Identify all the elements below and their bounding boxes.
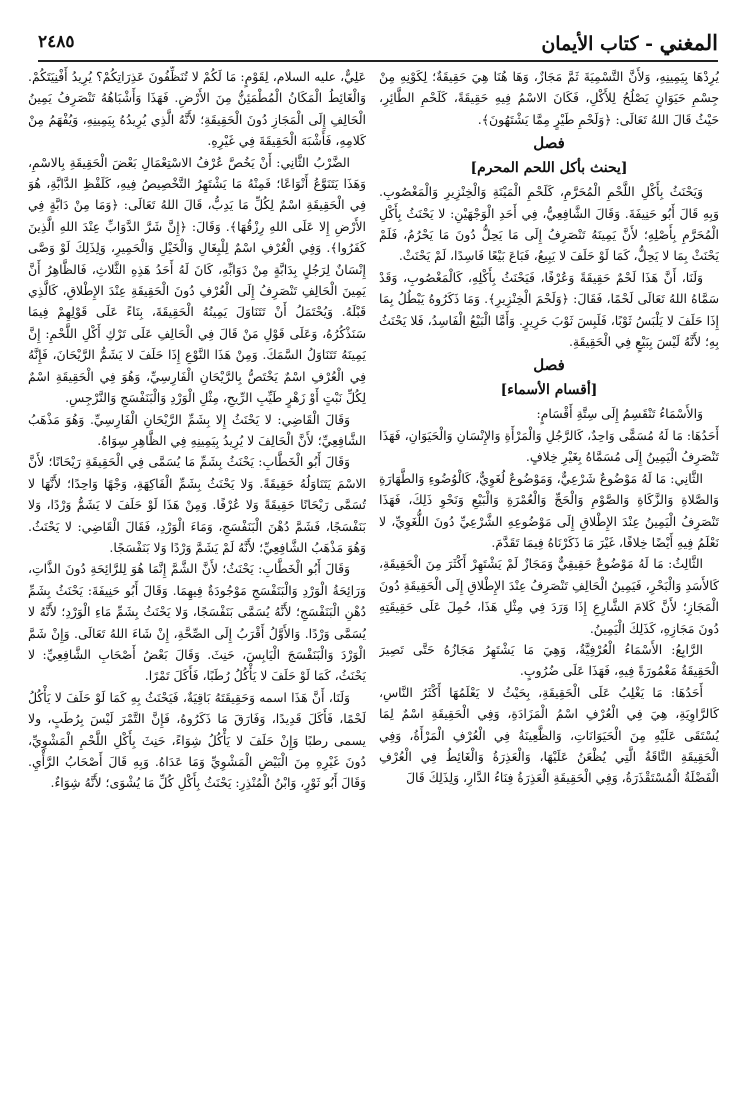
paragraph: وَلَنَا، أَنَّ هَذَا لَحْمٌ حَقِيقَةً وَعُرْفًا، فَيَحْنَثُ بِأَكْلِهِ، كَالْمَغْصُوبِ، وَقَدْ سَمَّاهُ اللهُ تَعَالَى لَحْمًا، فَقَالَ: ﴿وَلَحْمَ الْخِنْزِيرِ﴾. وَمَا ذَكَرُوهُ يَبْطُلُ بِمَا إِذَا حَلَفَ لا يَلْبَسُ ثَوْبًا، فَلَبِسَ ثَوْبَ حَرِيرٍ. وَأَمَّا الْبَيْعُ الْفَاسِدُ، فَلا يَحْنَثُ بِهِ؛ لأَنَّهُ لَيْسَ بِبَيْعٍ فِي الْحَقِيقَةِ.: [379, 269, 719, 350]
paragraph: الرَّابِعُ: الأَسْمَاءُ الْعُرْفِيَّةُ، وَهِيَ مَا يَشْتَهِرُ مَجَازُهُ حَتَّى تَصِيرَ الْحَقِيقَةُ مَغْمُورَةً فِيهِ، فَهَذَا عَلَى ضُرُوبٍ.: [379, 641, 719, 679]
paragraph: وَيَحْنَثُ بِأَكْلِ اللَّحْمِ الْمُحَرَّمِ، كَلَحْمِ الْمَيْتَةِ وَالْخِنْزِيرِ وَالْمَغْصُوبِ. وَبِهِ قَالَ أَبُو حَنِيفَةَ. وَقَالَ الشَّافِعِيُّ، فِي أَحَدِ الْوَجْهَيْنِ: لا يَحْنَثُ بِأَكْلِ الْمُحَرَّمِ بِأَصْلِهِ؛ لأَنَّ يَمِينَهُ تَنْصَرِفُ إِلَى مَا يَحِلُّ دُونَ مَا يَحْرُمُ، فَلَمْ يَحْنَثْ بِمَا لا يَحِلُّ، كَمَا لَوْ حَلَفَ لا يَبِيعُ، فَبَاعَ بَيْعًا فَاسِدًا، لَمْ يَحْنَثْ.: [379, 184, 719, 264]
paragraph: وَقَالَ أَبُو الْخَطَّابِ: يَحْنَثُ؛ لأَنَّ الشَّمَّ إِنَّمَا هُوَ لِلرَّائِحَةِ دُونَ الذَّاتِ، وَرَائِحَةُ الْوَرْدِ وَالْبَنَفْسَجِ مَوْجُودَةٌ فِيهِمَا. وَقَالَ أَبُو حَنِيفَةَ: يَحْنَثُ بِشَمِّ دُهْنِ الْبَنَفْسَجِ؛ لأَنَّهُ يُسَمَّى بَنَفْسَجًا، وَلا يَحْنَثُ بِشَمِّ مَاءِ الْوَرْدِ؛ لأَنَّهُ لا يُسَمَّى وَرْدًا. وَالأَوَّلُ أَقْرَبُ إِلَى الصِّحَّةِ، إِنْ شَاءَ اللهُ تَعَالَى. وَإِنْ شَمَّ الْوَرْدَ وَالْبَنَفْسَجَ الْيَابِسَ، حَنِثَ. وَقَالَ بَعْضُ أَصْحَابِ الشَّافِعِيِّ: لا يَحْنَثُ، كَمَا لَوْ حَلَفَ لا يَأْكُلُ رُطَبًا، فَأَكَلَ تَمْرًا.: [28, 561, 366, 684]
page-header: [38, 30, 718, 58]
section-heading: فصل: [533, 356, 565, 375]
paragraph: الضَّرْبُ الثَّانِي: أَنْ يَخُصَّ عُرْفُ الاسْتِعْمَالِ بَعْضَ الْحَقِيقَةِ بِالاسْمِ، وَهَذَا يَتَنَوَّعُ أَنْوَاعًا؛ فَمِنْهُ مَا يَشْتَهِرُ التَّخْصِيصُ فِيهِ، كَلَفْظِ الدَّابَّةِ، هُوَ فِي الْحَقِيقَةِ اسْمٌ لِكُلِّ مَا يَدِبُّ، قَالَ اللهُ تَعَالَى: ﴿وَمَا مِنْ دَابَّةٍ فِي الأَرْضِ إِلا عَلَى اللهِ رِزْقُهَا﴾. وَقَالَ: ﴿إِنَّ شَرَّ الدَّوَابِّ عِنْدَ اللهِ الَّذِينَ كَفَرُوا﴾. وَفِي الْعُرْفِ اسْمٌ لِلْبِغَالِ وَالْخَيْلِ وَالْحَمِيرِ، وَلِذَلِكَ لَوْ وَصَّى إِنْسَانٌ لِرَجُلٍ بِدَابَّةٍ مِنْ دَوَابِّهِ، كَانَ لَهُ أَحَدُ هَذِهِ الثَّلاثِ، فَالظَّاهِرُ أَنَّ يَمِينَ الْحَالِفِ تَنْصَرِفُ إِلَى الْعُرْفِ دُونَ الْحَقِيقَةِ عِنْدَ الإِطْلاقِ، كَالَّذِي قَبْلَهُ. وَيُحْتَمَلُ أَنْ تَتَنَاوَلَ يَمِينُهُ الْحَقِيقَةَ، بِنَاءً عَلَى قَوْلِهِمْ فِيمَا سَنَذْكُرُهُ، وَعَلَى قَوْلِ مَنْ قَالَ فِي الْحَالِفِ عَلَى تَرْكِ أَكْلِ اللَّحْمِ: إِنَّ يَمِينَهُ تَتَنَاوَلُ السَّمَكَ. وَمِنْ هَذَا النَّوْعِ إِذَا حَلَفَ لا يَشَمُّ الرَّيْحَانَ، فَإِنَّهُ فِي الْعُرْفِ اسْمٌ يَخْتَصُّ بِالرَّيْحَانِ الْفَارِسِيِّ، وَهُوَ فِي الْحَقِيقَةِ اسْمٌ لِكُلِّ نَبْتٍ أَوْ زَهْرٍ طَيِّبِ الرِّيحِ، مِثْلِ الْوَرْدِ وَالْبَنَفْسَجِ وَالنَّرْجِسِ.: [28, 154, 366, 406]
paragraph: وَقَالَ أَبُو الْخَطَّابِ: يَحْنَثُ بِشَمِّ مَا يُسَمَّى فِي الْحَقِيقَةِ رَيْحَانًا؛ لأَنَّ الاسْمَ يَتَنَاوَلُهُ حَقِيقَةً. وَلا يَحْنَثُ بِشَمِّ الْفَاكِهَةِ، وَجْهًا وَاحِدًا؛ لأَنَّهَا لا تُسَمَّى رَيْحَانًا حَقِيقَةً وَلا عُرْفًا. وَمِنْ هَذَا لَوْ حَلَفَ لا يَشَمُّ وَرْدًا، وَلا بَنَفْسَجًا، فَشَمَّ دُهْنَ الْبَنَفْسَجِ، وَمَاءَ الْوَرْدِ، فَقَالَ الْقَاضِي: لا يَحْنَثُ. وَهُوَ مَذْهَبُ الشَّافِعِيِّ؛ لأَنَّهُ لَمْ يَشَمَّ وَرْدًا وَلا بَنَفْسَجًا.: [28, 454, 366, 555]
paragraph: الثَّالِثُ: مَا لَهُ مَوْضُوعٌ حَقِيقِيٌّ وَمَجَازٌ لَمْ يَشْتَهِرْ أَكْثَرَ مِنَ الْحَقِيقَةِ، كَالأَسَدِ وَالْبَحْرِ، فَيَمِينُ الْحَالِفِ تَنْصَرِفُ عِنْدَ الإِطْلاقِ إِلَى الْحَقِيقَةِ دُونَ الْمَجَازِ؛ لأَنَّ كَلامَ الشَّارِعِ إِذَا وَرَدَ فِي مِثْلِ هَذَا، حُمِلَ عَلَى حَقِيقَتِهِ دُونَ مَجَازِهِ، كَذَلِكَ الْيَمِينُ.: [379, 556, 719, 636]
paragraph: وَقَالَ الْقَاضِي: لا يَحْنَثُ إِلا بِشَمِّ الرَّيْحَانِ الْفَارِسِيِّ. وَهُوَ مَذْهَبُ الشَّافِعِيِّ؛ لأَنَّ الْحَالِفَ لا يُرِيدُ بِيَمِينِهِ فِي الظَّاهِرِ سِوَاهُ.: [28, 411, 366, 448]
paragraph: الثَّانِي: مَا لَهُ مَوْضُوعٌ شَرْعِيٌّ، وَمَوْضُوعٌ لُغَوِيٌّ، كَالْوُضُوءِ وَالطَّهَارَةِ وَالصَّلاةِ وَالزَّكَاةِ وَالصَّوْمِ وَالْحَجِّ وَالْعُمْرَةِ وَالْبَيْعِ وَنَحْوِ ذَلِكَ، فَهَذَا تَنْصَرِفُ الْيَمِينُ عِنْدَ الإِطْلاقِ إِلَى مَوْضُوعِهِ الشَّرْعِيِّ دُونَ اللُّغَوِيِّ، لا نَعْلَمُ فِيهِ أَيْضًا خِلافًا، غَيْرَ مَا ذَكَرْنَاهُ فِيمَا تَقَدَّمَ.: [379, 470, 719, 550]
paragraph: أَحَدُهَا: مَا يَغْلِبُ عَلَى الْحَقِيقَةِ، بِحَيْثُ لا يَعْلَمُهَا أَكْثَرُ النَّاسِ، كَالرَّاوِيَةِ، هِيَ فِي الْعُرْفِ اسْمُ الْمَزَادَةِ، وَفِي الْحَقِيقَةِ اسْمٌ لِمَا يُسْتَقَى عَلَيْهِ مِنَ الْحَيَوَانَاتِ، وَالظَّعِينَةُ فِي الْعُرْفِ الْمَرْأَةُ، وَفِي الْحَقِيقَةِ النَّاقَةُ الَّتِي يُظْعَنُ عَلَيْهَا، وَالْعَذِرَةُ وَالْغَائِطُ فِي الْعُرْفِ الْفَضْلَةُ الْمُسْتَقْذَرَةُ، وَفِي الْحَقِيقَةِ الْعَذِرَةُ فِنَاءُ الدَّارِ، وَلِذَلِكَ قَالَ: [379, 684, 719, 786]
book-name: المغني: [659, 30, 718, 55]
page-number: ٢٤٨٥: [38, 32, 75, 52]
paragraph: وَلَنَا، أَنَّ هَذَا اسمه وَحَقِيقَتَهُ بَاقِيَةٌ، فَيَحْنَثُ بِهِ كَمَا لَوْ حَلَفَ لا يَأْكُلُ لَحْمًا، فَأَكَلَ قَدِيدًا، وَفَارَقَ مَا ذَكَرُوهُ، فَإِنَّ التَّمْرَ لَيْسَ بِرُطَبٍ، ولا يسمى رطبًا وَإِنْ حَلَفَ لا يَأْكُلُ شِوَاءً، حَنِثَ بِأَكْلِ اللَّحْمِ الْمَشْوِيِّ، دُونَ غَيْرِهِ مِنَ الْبَيْضِ الْمَشْوِيِّ وَمَا عَدَاهُ. وَبِهِ قَالَ أَصْحَابُ الرَّأْيِ. وَقَالَ أَبُو ثَوْرٍ، وَابْنُ الْمُنْذِرِ: يَحْنَثُ بِأَكْلِ كُلِّ مَا يُشْوَى؛ لأَنَّهُ شِوَاءٌ.: [28, 689, 366, 791]
header-rule: [38, 60, 718, 62]
paragraph: عَلِيٌّ، عليه السلام، لِقَوْمٍ: مَا لَكُمْ لا تُنَظِّفُونَ عَذِرَاتِكُمْ؟ يُرِيدُ أَفْنِيَتَكُمْ. وَالْغَائِطُ الْمَكَانُ الْمُطْمَئِنُّ مِنَ الأَرْضِ. فَهَذَا وَأَشْبَاهُهُ تَنْصَرِفُ يَمِينُ الْحَالِفِ إِلَى الْمَجَازِ دُونَ الْحَقِيقَةِ؛ لأَنَّهُ الَّذِي يُرِيدُهُ بِيَمِينِهِ، وَيُفْهَمُ مِنْ كَلامِهِ، فَأَشْبَهَ الْحَقِيقَةَ فِي غَيْرِهِ.: [28, 69, 366, 149]
paragraph: أَحَدُهَا: مَا لَهُ مُسَمًّى وَاحِدٌ، كَالرَّجُلِ وَالْمَرْأَةِ وَالإِنْسَانِ وَالْحَيَوَانِ، فَهَذَا تَنْصَرِفُ الْيَمِينُ إِلَى مُسَمَّاهُ بِغَيْرِ خِلافٍ.: [379, 427, 719, 465]
section-subheading: [أقسام الأسماء]: [500, 382, 598, 399]
section-heading: فصل: [533, 134, 565, 153]
paragraph: وَالأَسْمَاءُ تَنْقَسِمُ إِلَى سِتَّةِ أَقْسَامٍ:: [536, 406, 703, 422]
running-title: [541, 30, 718, 55]
left-column: [28, 66, 366, 1076]
section-subheading: [يحنث بأكل اللحم المحرم]: [470, 160, 628, 177]
right-column: [379, 66, 719, 1076]
chapter-name: - كتاب الأيمان: [541, 33, 660, 55]
paragraph: يُرِدْهَا بِيَمِينِهِ، وَلأَنَّ التَّسْمِيَةَ ثَمَّ مَجَازٌ، وَهَا هُنَا هِيَ حَقِيقَةٌ؛ لِكَوْنِهِ مِنْ جِسْمِ حَيَوَانٍ يَصْلُحُ لِلأَكْلِ، فَكَانَ الاسْمُ فِيهِ حَقِيقَةً، كَلَحْمِ الطَّائِرِ، حَيْثُ قَالَ اللهُ تَعَالَى: ﴿وَلَحْمِ طَيْرٍ مِمَّا يَشْتَهُونَ﴾.: [379, 69, 719, 127]
